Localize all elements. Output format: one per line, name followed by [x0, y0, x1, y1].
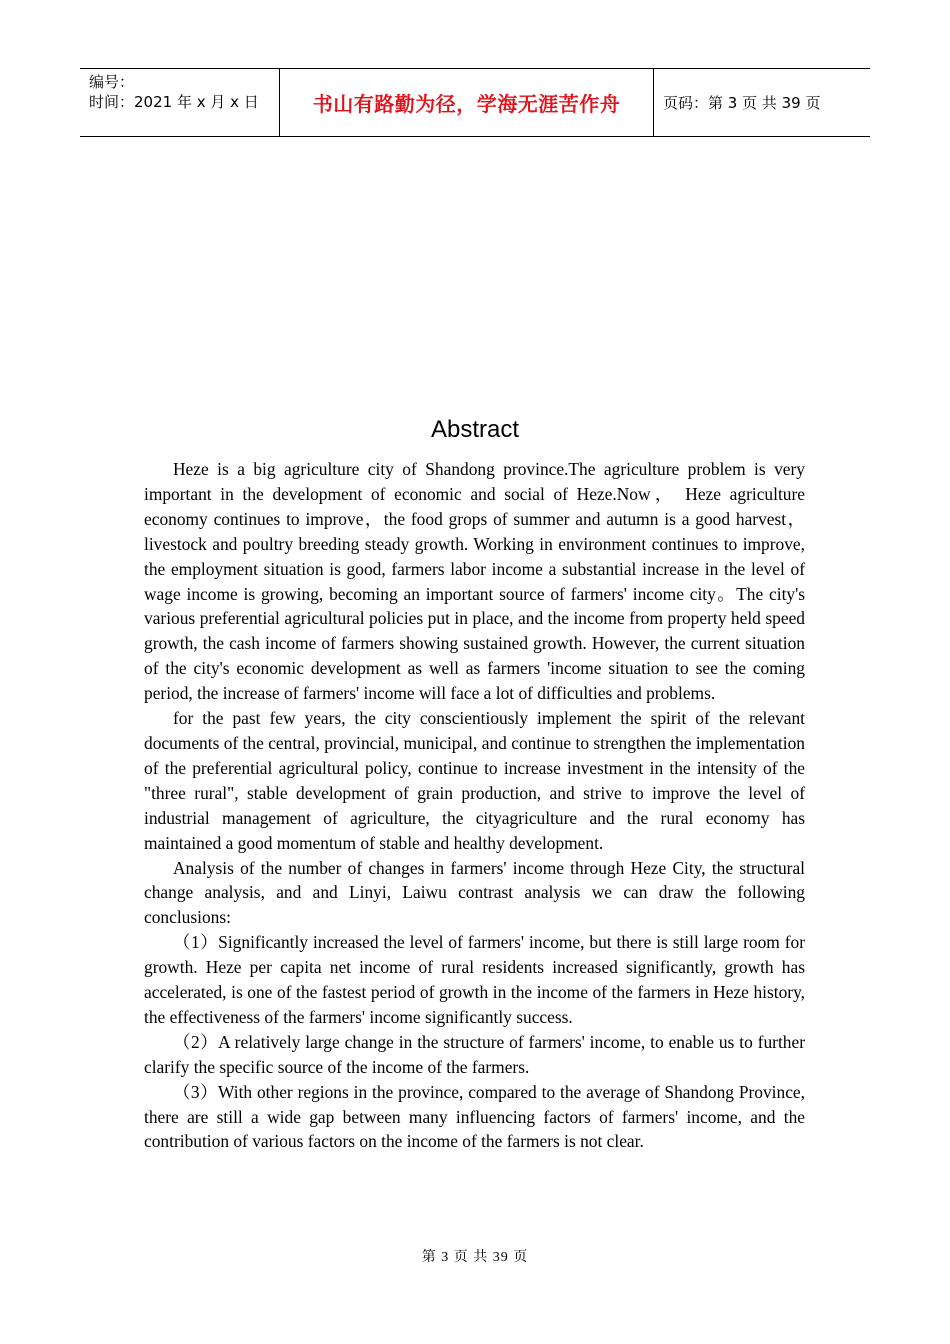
page-footer: 第 3 页 共 39 页 [421, 1250, 529, 1265]
page-header [80, 68, 870, 137]
header-meta [80, 69, 280, 136]
paragraph-6: （3）With other regions in the province, compared to the average of Shandong Province, there are still a wide gap between many influencing factors of farmers' income, and the contribution of various factors on the income of the farmers is not clear. [144, 1081, 805, 1152]
header-motto: 书山有路勤为径，学海无涯苦作舟 [280, 69, 654, 136]
page-title: Abstract [430, 416, 520, 443]
header-page-info: 页码：第 3 页 共 39 页 [663, 94, 821, 112]
paragraph-1: Heze is a big agriculture city of Shandong province.The agriculture problem is very important in the development of economic and social of Heze.Now， Heze agriculture economy continues to improve，the food grops of summer and autumn is a good harvest， livestock and poultry breeding steady growth. Working in environment continues to improve, the employment situation is good, farmers labor income a substantial increase in the level of wage income is growing, becoming an important source of farmers' income city。The city's various preferential agricultural policies put in place, and the income from property held speed growth, the cash income of farmers showing sustained growth. However, the current situation of the city's economic development as well as farmers 'income situation to see the coming period, the increase of farmers' income will face a lot of difficulties and problems. [144, 459, 805, 704]
paragraph-5: （2）A relatively large change in the structure of farmers' income, to enable us to further clarify the specific source of the income of the farmers. [144, 1031, 805, 1077]
paragraph-4: （1）Significantly increased the level of farmers' income, but there is still large room for growth. Heze per capita net income of rural residents increased significantly, growth has accelerated, is one of the fastest period of growth in the income of the farmers in Heze history, the effectiveness of the farmers' income significantly success. [144, 932, 805, 1027]
code-label: 编号： [89, 73, 135, 91]
paragraph-3: Analysis of the number of changes in farmers' income through Heze City, the structural change analysis, and and Linyi, Laiwu contrast analysis we can draw the following conclusions: [144, 857, 805, 928]
abstract-body [144, 457, 805, 1154]
paragraph-2: for the past few years, the city conscientiously implement the spirit of the relevant documents of the central, provincial, municipal, and continue to strengthen the implementation of the preferential agricultural policy, continue to increase investment in the intensity of the "three rural", stable development of grain production, and strive to improve the level of industrial management of agriculture, the cityagriculture and the rural economy has maintained a good momentum of stable and healthy development. [144, 708, 805, 853]
date-label: 时间：2021 年 x 月 x 日 [89, 93, 259, 111]
